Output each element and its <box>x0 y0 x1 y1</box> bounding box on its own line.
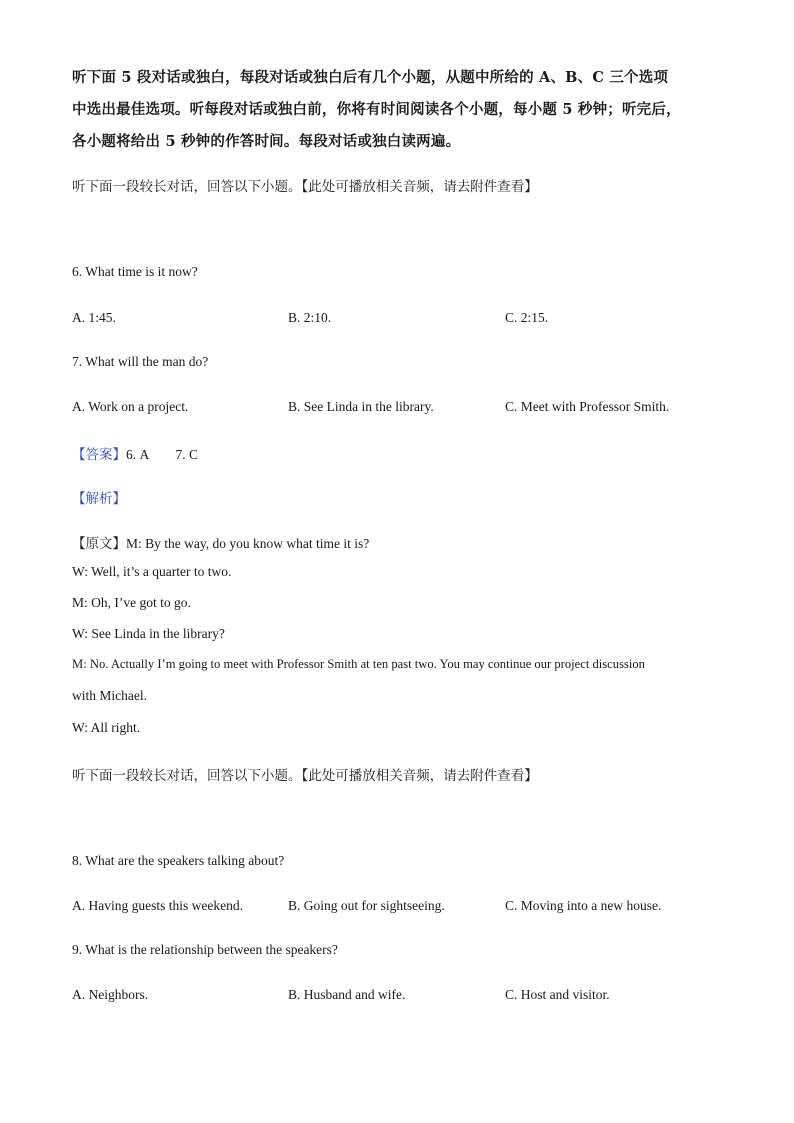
question-6-stem: 6. What time is it now? <box>72 264 198 279</box>
transcript-line-2: W: Well, it’s a quarter to two. <box>72 564 232 579</box>
transcript-line-7: W: All right. <box>72 720 141 735</box>
answer-tag: 【答案】 <box>72 447 126 463</box>
transcript-tag: 【原文】 <box>72 536 126 552</box>
question-7-stem: 7. What will the man do? <box>72 354 209 369</box>
question-7-option-a: A. Work on a project. <box>72 399 189 414</box>
transcript-line-4: W: See Linda in the library? <box>72 626 225 641</box>
question-6-option-a: A. 1:45. <box>72 310 116 325</box>
transcript-line-1 <box>72 532 369 552</box>
section-prompt-2: 听下面一段较长对话，回答以下小题。【此处可播放相关音频，请去附件查看】 <box>72 768 538 784</box>
transcript-line-3: M: Oh, I’ve got to go. <box>72 595 191 610</box>
question-9-option-b: B. Husband and wife. <box>288 987 406 1002</box>
question-8-option-c: C. Moving into a new house. <box>505 898 662 913</box>
question-6-option-b: B. 2:10. <box>288 310 332 325</box>
transcript-line-5: M: No. Actually I’m going to meet with Professor Smith at ten past two. You may continue our project discussion <box>72 657 645 671</box>
analysis-line <box>72 487 126 507</box>
transcript-line-6: with Michael. <box>72 688 147 703</box>
transcript-text: M: By the way, do you know what time it is? <box>126 536 370 551</box>
question-9-option-c: C. Host and visitor. <box>505 987 610 1002</box>
analysis-tag: 【解析】 <box>72 491 126 507</box>
answer-text: 6. A 7. C <box>126 447 199 462</box>
question-8-option-b: B. Going out for sightseeing. <box>288 898 445 913</box>
instruction-line-1: 听下面 5 段对话或独白，每段对话或独白后有几个小题，从题中所给的 A、B、C 三个选项 <box>72 69 669 86</box>
question-7-option-b: B. See Linda in the library. <box>288 399 434 414</box>
question-7-option-c: C. Meet with Professor Smith. <box>505 399 670 414</box>
answer-line <box>72 443 198 463</box>
question-8-stem: 8. What are the speakers talking about? <box>72 853 285 868</box>
section-prompt: 听下面一段较长对话，回答以下小题。【此处可播放相关音频，请去附件查看】 <box>72 179 538 195</box>
instruction-line-3: 各小题将给出 5 秒钟的作答时间。每段对话或独白读两遍。 <box>72 133 461 150</box>
question-6-option-c: C. 2:15. <box>505 310 549 325</box>
question-8-option-a: A. Having guests this weekend. <box>72 898 243 913</box>
question-9-stem: 9. What is the relationship between the speakers? <box>72 942 338 957</box>
instruction-line-2: 中选出最佳选项。听每段对话或独白前，你将有时间阅读各个小题，每小题 5 秒钟；听完后， <box>72 101 681 118</box>
question-9-option-a: A. Neighbors. <box>72 987 149 1002</box>
